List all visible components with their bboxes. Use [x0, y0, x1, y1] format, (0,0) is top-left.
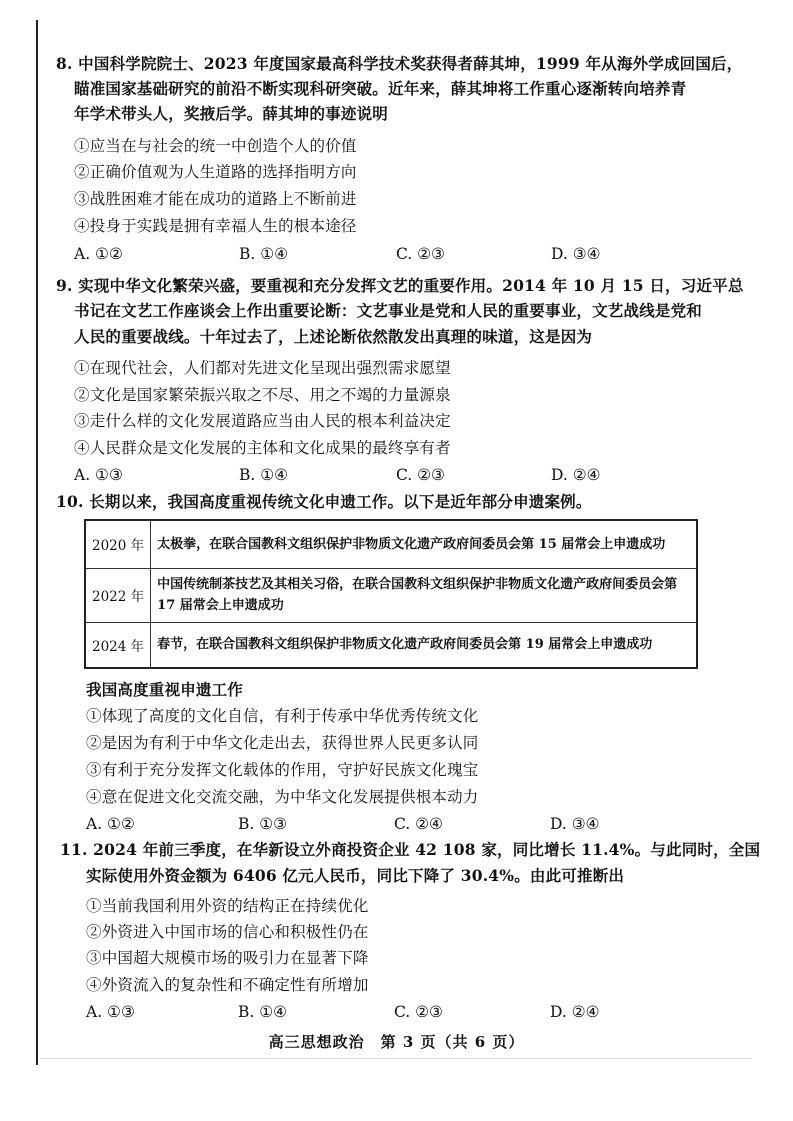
footer-divider	[40, 1058, 752, 1059]
table-row	[85, 622, 697, 668]
question-8-option-d[interactable]: D. ③④	[551, 245, 601, 263]
question-10-statement-1: ①体现了高度的文化自信，有利于传承中华优秀传统文化	[86, 707, 479, 725]
binding-margin-line	[36, 20, 38, 1065]
table-cell-year: 2024 年	[85, 622, 151, 668]
question-11-stem-line-2: 实际使用外资金额为 6406 亿元人民币，同比下降了 30.4%。由此可推断出	[86, 866, 625, 885]
page-footer: 高三思想政治 第 3 页（共 6 页）	[268, 1033, 525, 1051]
question-8-statement-2: ②正确价值观为人生道路的选择指明方向	[74, 163, 357, 181]
question-10-option-b[interactable]: B. ①③	[238, 815, 288, 833]
question-9-option-c[interactable]: C. ②③	[396, 466, 445, 484]
table-cell-content: 中国传统制茶技艺及其相关习俗，在联合国教科文组织保护非物质文化遗产政府间委员会第 17 届常会上申遗成功	[151, 568, 697, 622]
question-11-statement-4: ④外资流入的复杂性和不确定性有所增加	[86, 976, 369, 994]
question-11-option-b[interactable]: B. ①④	[238, 1003, 288, 1021]
question-10-statement-4: ④意在促进文化交流交融，为中华文化发展提供根本动力	[86, 788, 479, 806]
question-8-options	[74, 244, 714, 266]
table-cell-year: 2020 年	[85, 520, 151, 568]
question-10-options	[86, 814, 716, 836]
question-8-option-a[interactable]: A. ①②	[74, 245, 123, 263]
question-9-stem-line-2: 书记在文艺工作座谈会上作出重要论断：文艺事业是党和人民的重要事业，文艺战线是党和	[74, 301, 703, 320]
question-8-stem-line-1: 8. 中国科学院院士、2023 年度国家最高科学技术奖获得者薛其坤，1999 年从海外学成回国后，	[56, 54, 743, 73]
question-8-statement-3: ③战胜困难才能在成功的道路上不断前进	[74, 190, 357, 208]
question-9-option-a[interactable]: A. ①③	[74, 466, 123, 484]
question-9-option-b[interactable]: B. ①④	[239, 466, 289, 484]
question-10-statement-2: ②是因为有利于中华文化走出去，获得世界人民更多认同	[86, 734, 479, 752]
question-10-option-a[interactable]: A. ①②	[86, 815, 135, 833]
question-10-stem-line-1: 10. 长期以来，我国高度重视传统文化申遗工作。以下是近年部分申遗案例。	[56, 492, 592, 511]
question-10-statement-3: ③有利于充分发挥文化载体的作用，守护好民族文化瑰宝	[86, 761, 479, 779]
question-10-option-d[interactable]: D. ③④	[550, 815, 600, 833]
question-8-option-b[interactable]: B. ①④	[239, 245, 289, 263]
question-9-statement-3: ③走什么样的文化发展道路应当由人民的根本利益决定	[74, 412, 451, 430]
question-11-statement-1: ①当前我国利用外资的结构正在持续优化	[86, 897, 369, 915]
question-8-stem-line-3: 年学术带头人，奖掖后学。薛其坤的事迹说明	[74, 104, 389, 123]
question-8-statement-1: ①应当在与社会的统一中创造个人的价值	[74, 137, 357, 155]
question-11-statement-2: ②外资进入中国市场的信心和积极性仍在	[86, 923, 369, 941]
question-9-options	[74, 465, 714, 487]
table-row	[85, 568, 697, 622]
question-11-option-d[interactable]: D. ②④	[550, 1003, 600, 1021]
question-10-stem-after-table: 我国高度重视申遗工作	[86, 680, 244, 699]
table-cell-content: 太极拳，在联合国教科文组织保护非物质文化遗产政府间委员会第 15 届常会上申遗成功	[151, 520, 697, 568]
heritage-cases-table	[84, 519, 698, 669]
question-9-stem-line-1: 9. 实现中华文化繁荣兴盛，要重视和充分发挥文艺的重要作用。2014 年 10 月 15 日，习近平总	[56, 276, 744, 295]
question-8-option-c[interactable]: C. ②③	[396, 245, 445, 263]
question-11-stem-line-1: 11. 2024 年前三季度，在华新设立外商投资企业 42 108 家，同比增长 11.4%。与此同时，全国	[60, 840, 761, 859]
question-8-stem-line-2: 瞄准国家基础研究的前沿不断实现科研突破。近年来，薛其坤将工作重心逐渐转向培养青	[74, 79, 687, 98]
question-8-statement-4: ④投身于实践是拥有幸福人生的根本途径	[74, 217, 357, 235]
question-11-options	[86, 1002, 716, 1024]
question-10-option-c[interactable]: C. ②④	[394, 815, 443, 833]
table-cell-content: 春节，在联合国教科文组织保护非物质文化遗产政府间委员会第 19 届常会上申遗成功	[151, 622, 697, 668]
table-cell-year: 2022 年	[85, 568, 151, 622]
question-11-statement-3: ③中国超大规模市场的吸引力在显著下降	[86, 949, 369, 967]
table-row	[85, 520, 697, 568]
question-9-stem-line-3: 人民的重要战线。十年过去了，上述论断依然散发出真理的味道，这是因为	[74, 327, 593, 346]
question-11-option-c[interactable]: C. ②③	[394, 1003, 443, 1021]
question-9-option-d[interactable]: D. ②④	[551, 466, 601, 484]
question-9-statement-4: ④人民群众是文化发展的主体和文化成果的最终享有者	[74, 439, 451, 457]
question-9-statement-1: ①在现代社会，人们都对先进文化呈现出强烈需求愿望	[74, 359, 451, 377]
question-9-statement-2: ②文化是国家繁荣振兴取之不尽、用之不竭的力量源泉	[74, 386, 451, 404]
question-11-option-a[interactable]: A. ①③	[86, 1003, 135, 1021]
